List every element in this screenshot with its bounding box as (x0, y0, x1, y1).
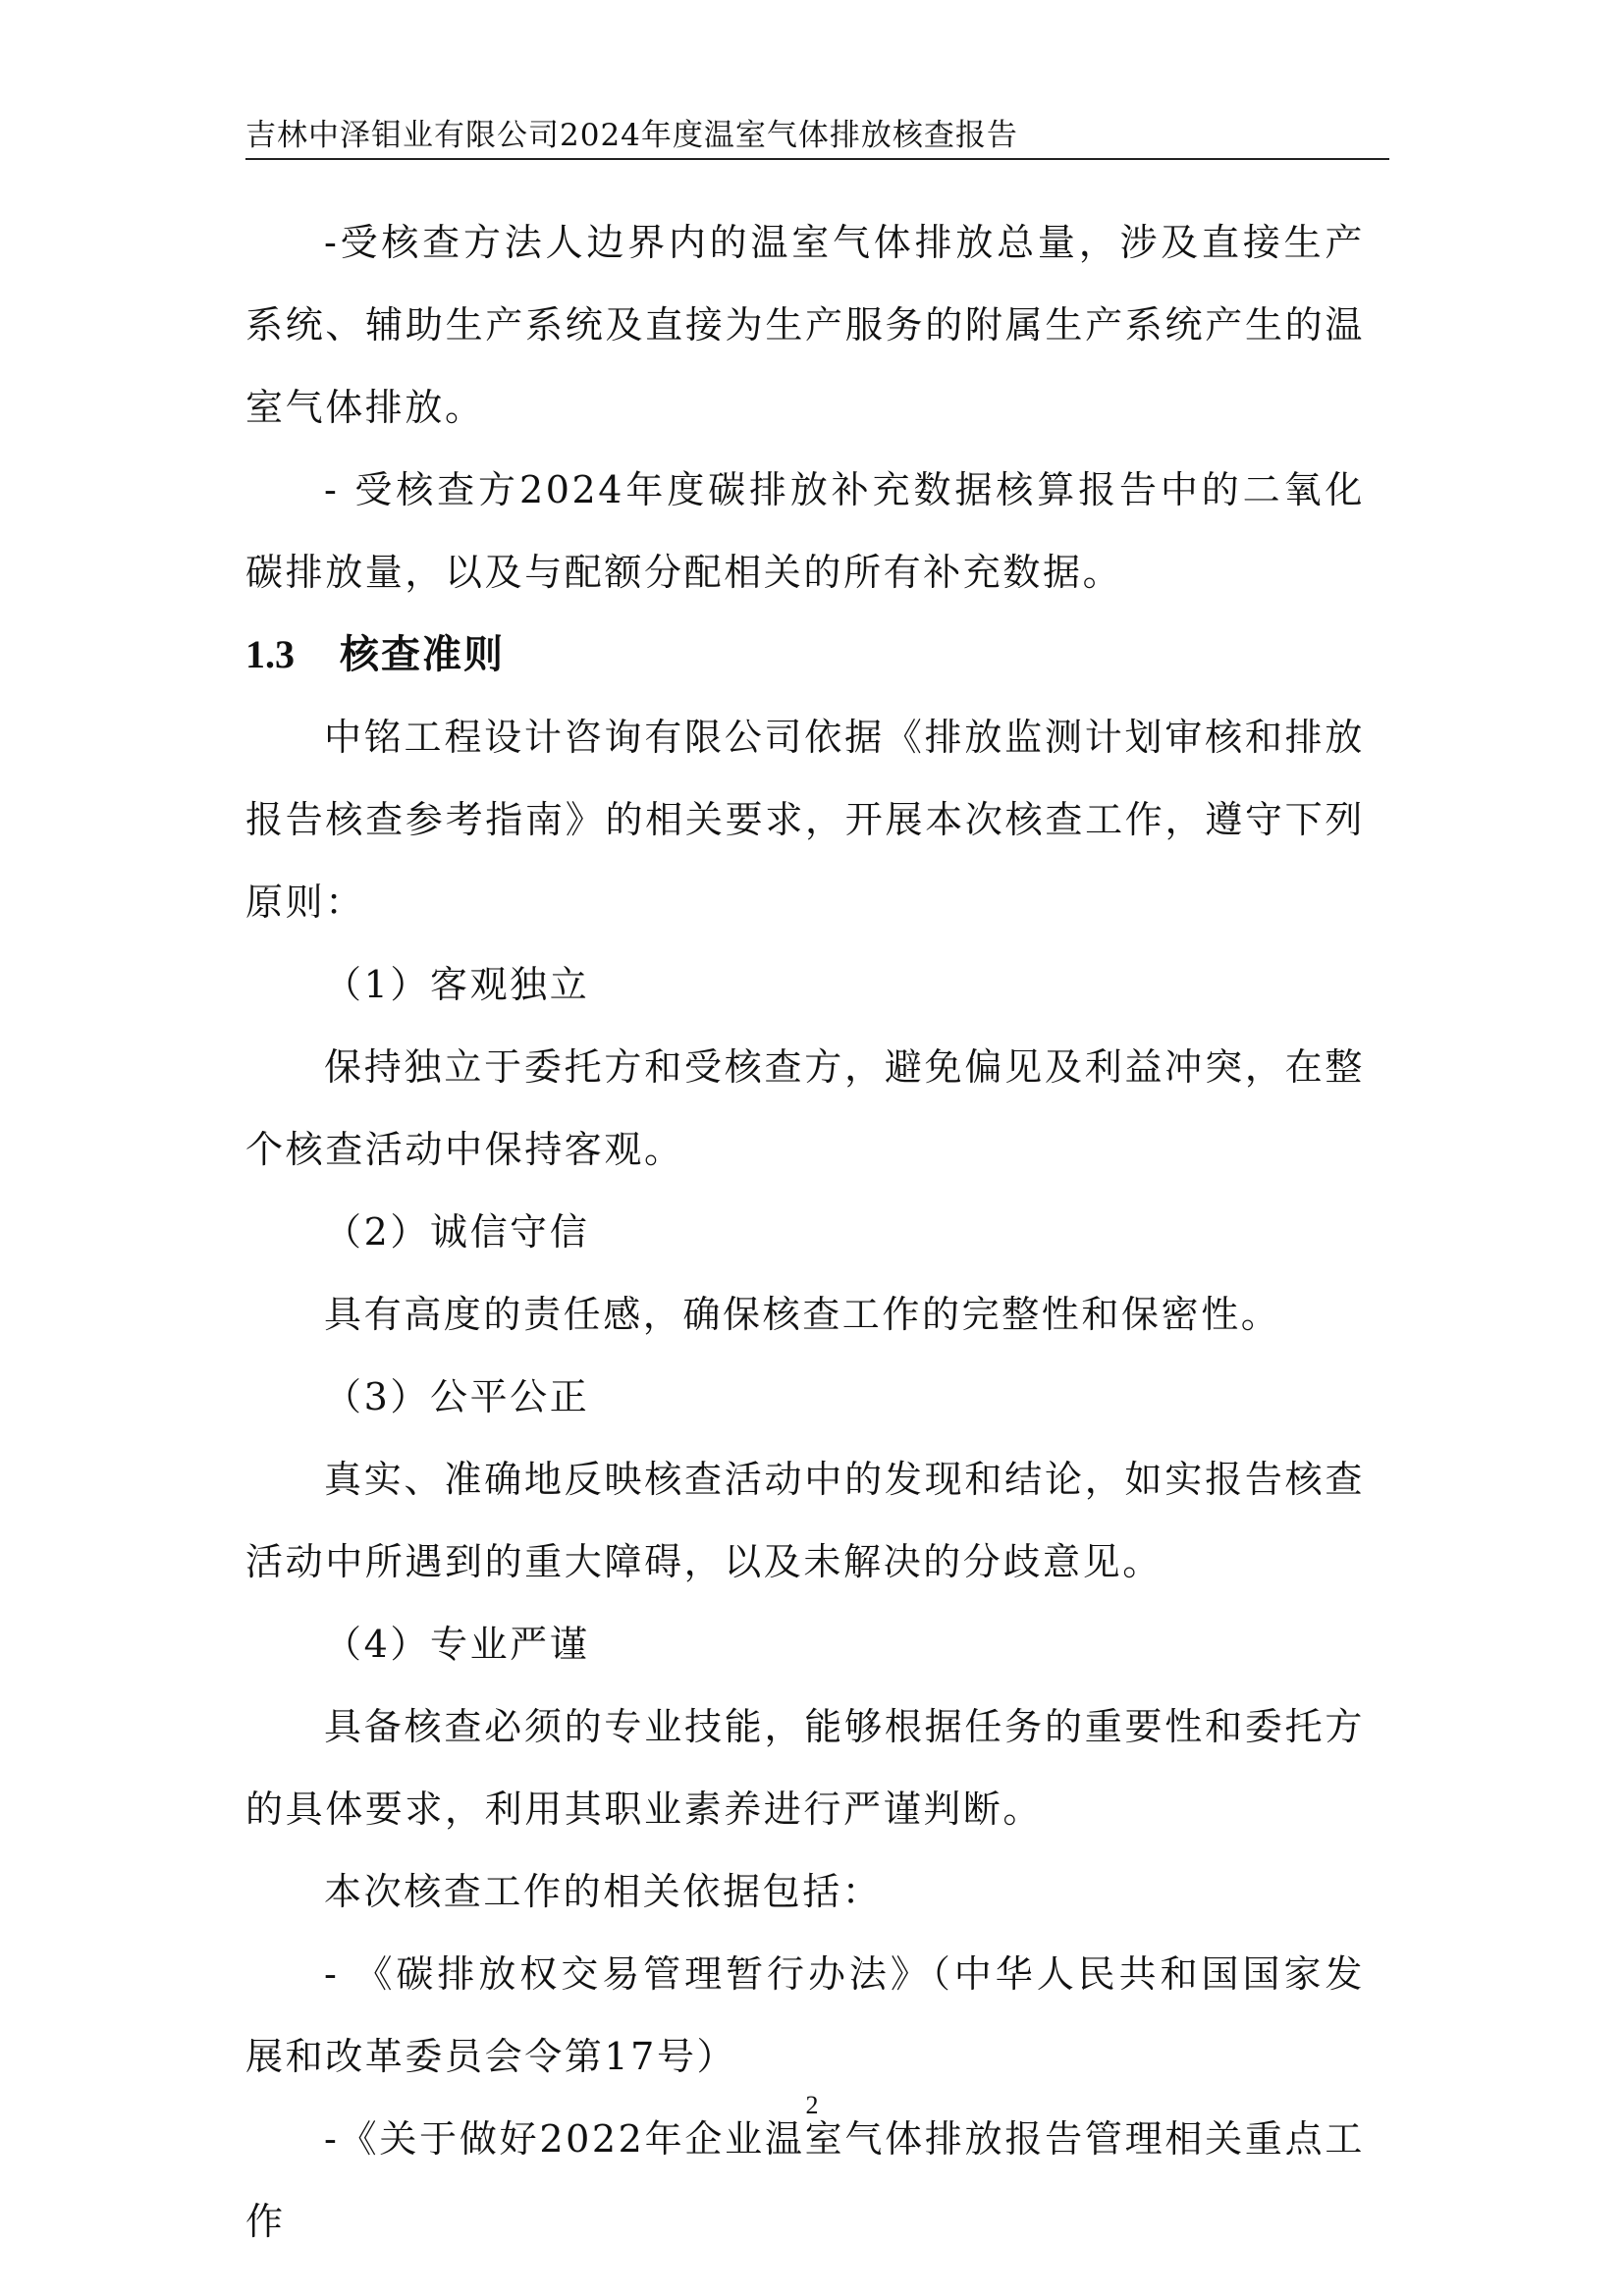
basis-item: -《关于做好2022年企业温室气体排放报告管理相关重点工作 (245, 2117, 1365, 2243)
principle-label: （3）公平公正 (324, 1375, 590, 1418)
basis-intro: 本次核查工作的相关依据包括： (324, 1870, 883, 1913)
section-number: 1.3 (245, 632, 295, 676)
principle-description: 保持独立于委托方和受核查方，避免偏见及利益冲突，在整个核查活动中保持客观。 (245, 1045, 1365, 1171)
page-number: 2 (805, 2091, 819, 2119)
paragraph-verification-guidelines: 中铭工程设计咨询有限公司依据《排放监测计划审核和排放报告核查参考指南》的相关要求，开展本次核查工作，遵守下列原则： (245, 716, 1365, 924)
running-header: 吉林中泽钼业有限公司2024年度温室气体排放核查报告 (245, 118, 1018, 153)
principle-label: （2）诚信守信 (324, 1210, 590, 1254)
paragraph-boundary-scope: -受核查方法人边界内的温室气体排放总量，涉及直接生产系统、辅助生产系统及直接为生产服务的附属生产系统产生的温室气体排放。 (245, 221, 1365, 429)
paragraph-supplementary-data-scope: - 受核查方2024年度碳排放补充数据核算报告中的二氧化碳排放量，以及与配额分配相关的所有补充数据。 (245, 468, 1365, 594)
basis-item: - 《碳排放权交易管理暂行办法》（中华人民共和国国家发展和改革委员会令第17号） (245, 1952, 1365, 2078)
section-title: 核查准则 (340, 631, 505, 677)
principle-description: 具有高度的责任感，确保核查工作的完整性和保密性。 (324, 1293, 1281, 1336)
principle-description: 具备核查必须的专业技能，能够根据任务的重要性和委托方的具体要求，利用其职业素养进行严谨判断。 (245, 1705, 1365, 1831)
principle-description: 真实、准确地反映核查活动中的发现和结论，如实报告核查活动中所遇到的重大障碍，以及未解决的分歧意见。 (245, 1458, 1365, 1583)
principle-label: （1）客观独立 (324, 963, 590, 1006)
principle-label: （4）专业严谨 (324, 1623, 590, 1666)
header-rule (245, 158, 1389, 160)
document-body (245, 201, 1365, 2263)
section-heading (245, 614, 1365, 696)
